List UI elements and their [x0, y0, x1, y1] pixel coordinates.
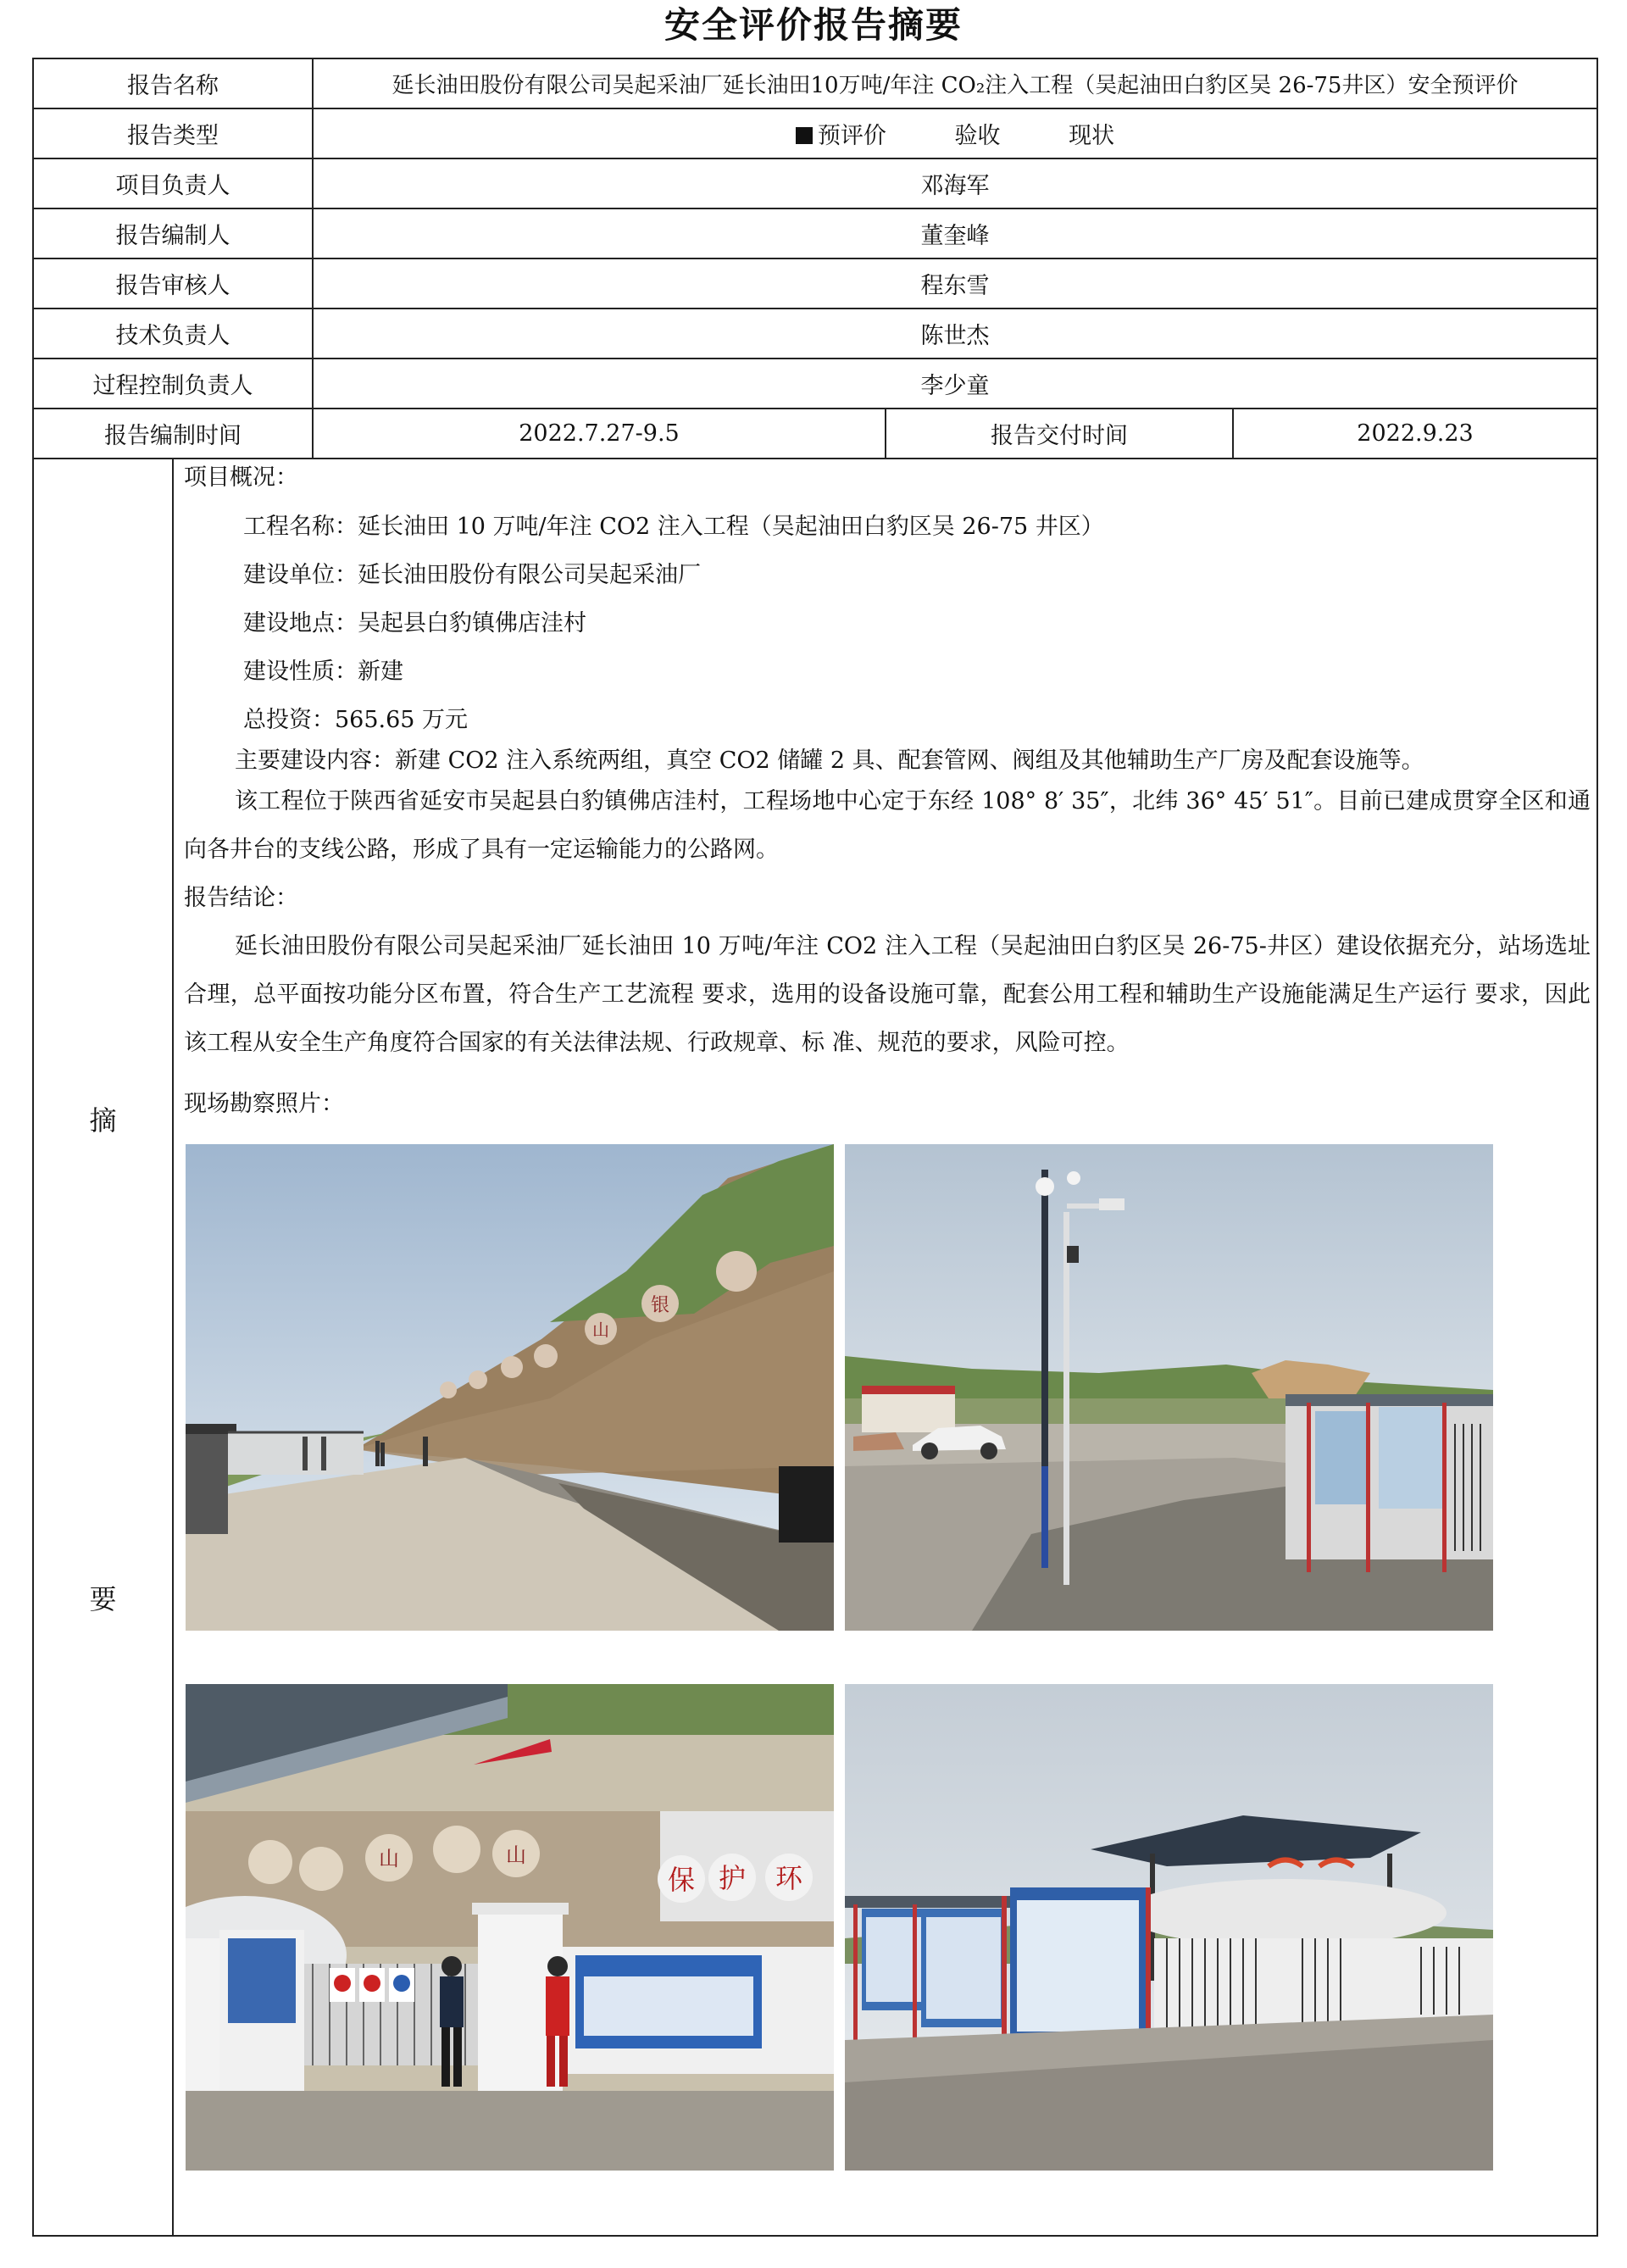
site-photo-road-hillside-image [186, 1144, 834, 1631]
compiler-label: 报告编制人 [33, 208, 313, 258]
process-lead-value: 李少童 [313, 359, 1597, 409]
builder: 建设单位：延长油田股份有限公司吴起采油厂 [243, 562, 701, 588]
row-compiler [33, 208, 1597, 258]
investment: 总投资：565.65 万元 [243, 707, 469, 733]
site-photo-light-pole [845, 1144, 1493, 1631]
row-project-lead [33, 158, 1597, 208]
project-name: 工程名称：延长油田 10 万吨/年注 CO2 注入工程（吴起油田白豹区吴 26-75 井区） [243, 514, 1104, 540]
row-summary [33, 459, 1597, 2236]
tank-char: 环 [775, 1862, 803, 1894]
page-title: 安全评价报告摘要 [664, 4, 963, 46]
conclusion-heading: 报告结论： [184, 885, 298, 911]
report-summary-table [32, 58, 1598, 2237]
project-lead-value: 邓海军 [313, 158, 1597, 208]
site-photo-gate-personnel [186, 1684, 834, 2171]
summary-side-char: 摘 [89, 1104, 117, 1137]
tank-char: 保 [667, 1864, 696, 1896]
location: 建设地点：吴起县白豹镇佛店洼村 [243, 610, 586, 636]
compile-time-label: 报告编制时间 [33, 409, 313, 459]
site-description: 该工程位于陕西省延安市吴起县白豹镇佛店洼村，工程场地中心定于东经 108° 8′ 35″，北纬 36° 45′ 51″。目前已建成贯穿全区和通向各井台的支线公路，形成了具有一定运输能力的公路网。 [184, 788, 1591, 863]
site-photo-display-boards-image [845, 1684, 1493, 2171]
nature: 建设性质：新建 [243, 659, 403, 685]
compile-time-value: 2022.7.27-9.5 [313, 409, 886, 459]
reviewer-value: 程东雪 [313, 258, 1597, 309]
summary-side-char: 要 [89, 1583, 117, 1615]
summary-body [173, 459, 1597, 2236]
site-photo-gate-personnel-image [186, 1684, 834, 2171]
report-name-label: 报告名称 [33, 58, 313, 108]
compiler-value: 董奎峰 [313, 208, 1597, 258]
row-report-type [33, 108, 1597, 158]
summary-side-label [33, 459, 173, 2236]
filled-square-icon [796, 127, 813, 144]
conclusion: 延长油田股份有限公司吴起采油厂延长油田 10 万吨/年注 CO2 注入工程（吴起油田白豹区吴 26-75-井区）建设依据充分，站场选址合理，总平面按功能分区布置，符合生产工艺流程 要求，选用的设备设施可靠，配套公用工程和辅助生产设施能满足生产运行 要求，因此该工程从安全生产角度符合国家的有关法律法规、行政规章、标 准、规范的要求，风险可控。 [184, 933, 1591, 1056]
hill-char: 山 [379, 1847, 399, 1871]
tank-char: 护 [718, 1862, 747, 1894]
tech-lead-label: 技术负责人 [33, 309, 313, 359]
report-type-option: 验收 [954, 123, 1001, 149]
hillside-char: 山 [592, 1320, 609, 1340]
tech-lead-value: 陈世杰 [313, 309, 1597, 359]
process-lead-label: 过程控制负责人 [33, 359, 313, 409]
report-name-value: 延长油田股份有限公司吴起采油厂延长油田10万吨/年注 CO₂注入工程（吴起油田白豹区吴 26-75井区）安全预评价 [313, 58, 1597, 108]
hill-char: 山 [506, 1843, 526, 1867]
site-photo-road-hillside [186, 1144, 834, 1631]
row-process-lead [33, 359, 1597, 409]
report-type-option: 现状 [1069, 123, 1115, 149]
main-content: 主要建设内容：新建 CO2 注入系统两组，真空 CO2 储罐 2 具、配套管网、阀组及其他辅助生产厂房及配套设施等。 [235, 748, 1424, 774]
hillside-char: 银 [650, 1295, 670, 1316]
reviewer-label: 报告审核人 [33, 258, 313, 309]
overview-heading: 项目概况： [184, 464, 298, 491]
row-times [33, 409, 1597, 459]
report-type-option-selected: 预评价 [796, 117, 886, 150]
row-tech-lead [33, 309, 1597, 359]
report-type-options [313, 108, 1597, 158]
site-photo-display-boards [845, 1684, 1493, 2171]
project-lead-label: 项目负责人 [33, 158, 313, 208]
row-reviewer [33, 258, 1597, 309]
delivery-time-value: 2022.9.23 [1233, 409, 1597, 459]
photos-heading: 现场勘察照片： [184, 1091, 344, 1117]
row-report-name [33, 58, 1597, 108]
report-type-label: 报告类型 [33, 108, 313, 158]
site-photo-light-pole-image [845, 1144, 1493, 1631]
delivery-time-label: 报告交付时间 [886, 409, 1233, 459]
